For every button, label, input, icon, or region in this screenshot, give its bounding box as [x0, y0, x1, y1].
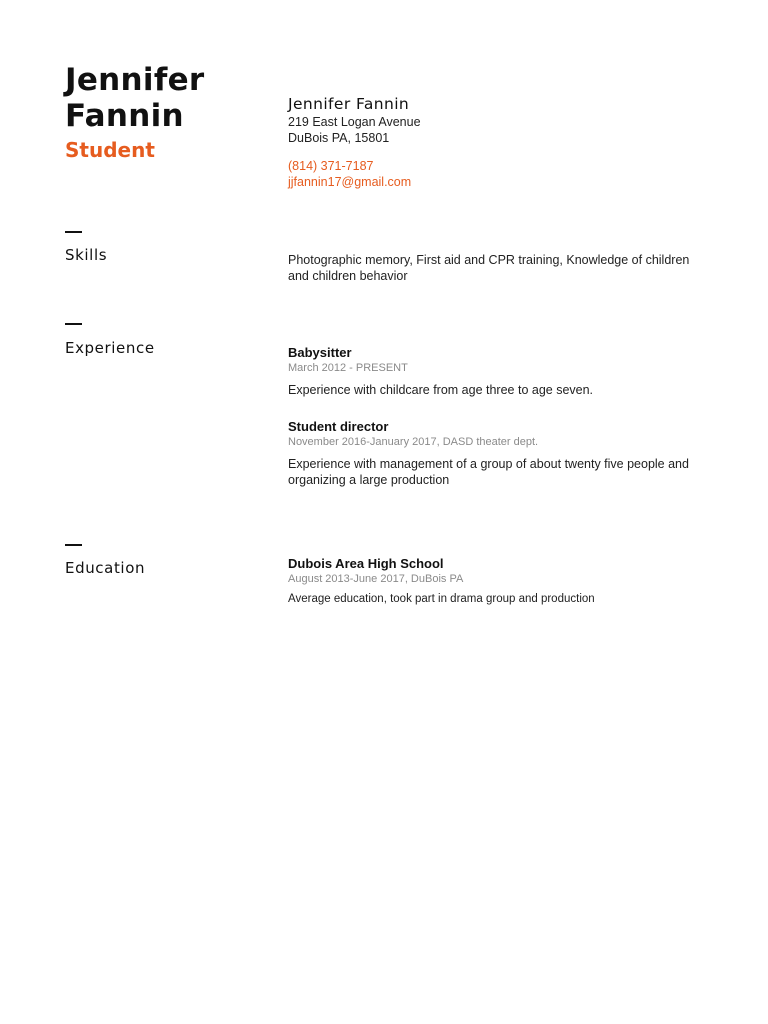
resume-name-heading: [65, 62, 265, 134]
job-dates: March 2012 - PRESENT: [288, 362, 408, 374]
phone-number[interactable]: (814) 371-7187: [288, 159, 374, 173]
last-name: Fannin: [65, 98, 184, 134]
job-description: Experience with management of a group of about twenty five people and organizing a large production: [288, 457, 689, 487]
school-dates: August 2013-June 2017, DuBois PA: [288, 573, 464, 585]
section-label-skills: Skills: [65, 246, 108, 264]
job-title: Babysitter: [288, 345, 352, 360]
section-label-experience: Experience: [65, 339, 155, 357]
address-line-1: 219 East Logan Avenue: [288, 115, 421, 129]
address-line-2: DuBois PA, 15801: [288, 131, 390, 145]
section-divider-dash: [65, 323, 82, 325]
contact-name: Jennifer Fannin: [288, 95, 410, 113]
school-description: Average education, took part in drama group and production: [288, 593, 595, 605]
role-title: Student: [65, 138, 155, 162]
skills-text: Photographic memory, First aid and CPR training, Knowledge of children and children behavior: [288, 253, 690, 283]
experience-item: [288, 345, 698, 398]
section-label-education: Education: [65, 559, 146, 577]
experience-item: [288, 419, 698, 488]
first-name: Jennifer: [65, 62, 205, 98]
email-link[interactable]: jjfannin17@gmail.com: [288, 175, 412, 189]
job-title: Student director: [288, 419, 389, 434]
section-divider-dash: [65, 544, 82, 546]
section-divider-dash: [65, 231, 82, 233]
education-item: [288, 556, 698, 607]
job-description: Experience with childcare from age three to age seven.: [288, 383, 594, 397]
job-dates: November 2016-January 2017, DASD theater dept.: [288, 436, 539, 448]
school-name: Dubois Area High School: [288, 556, 444, 571]
